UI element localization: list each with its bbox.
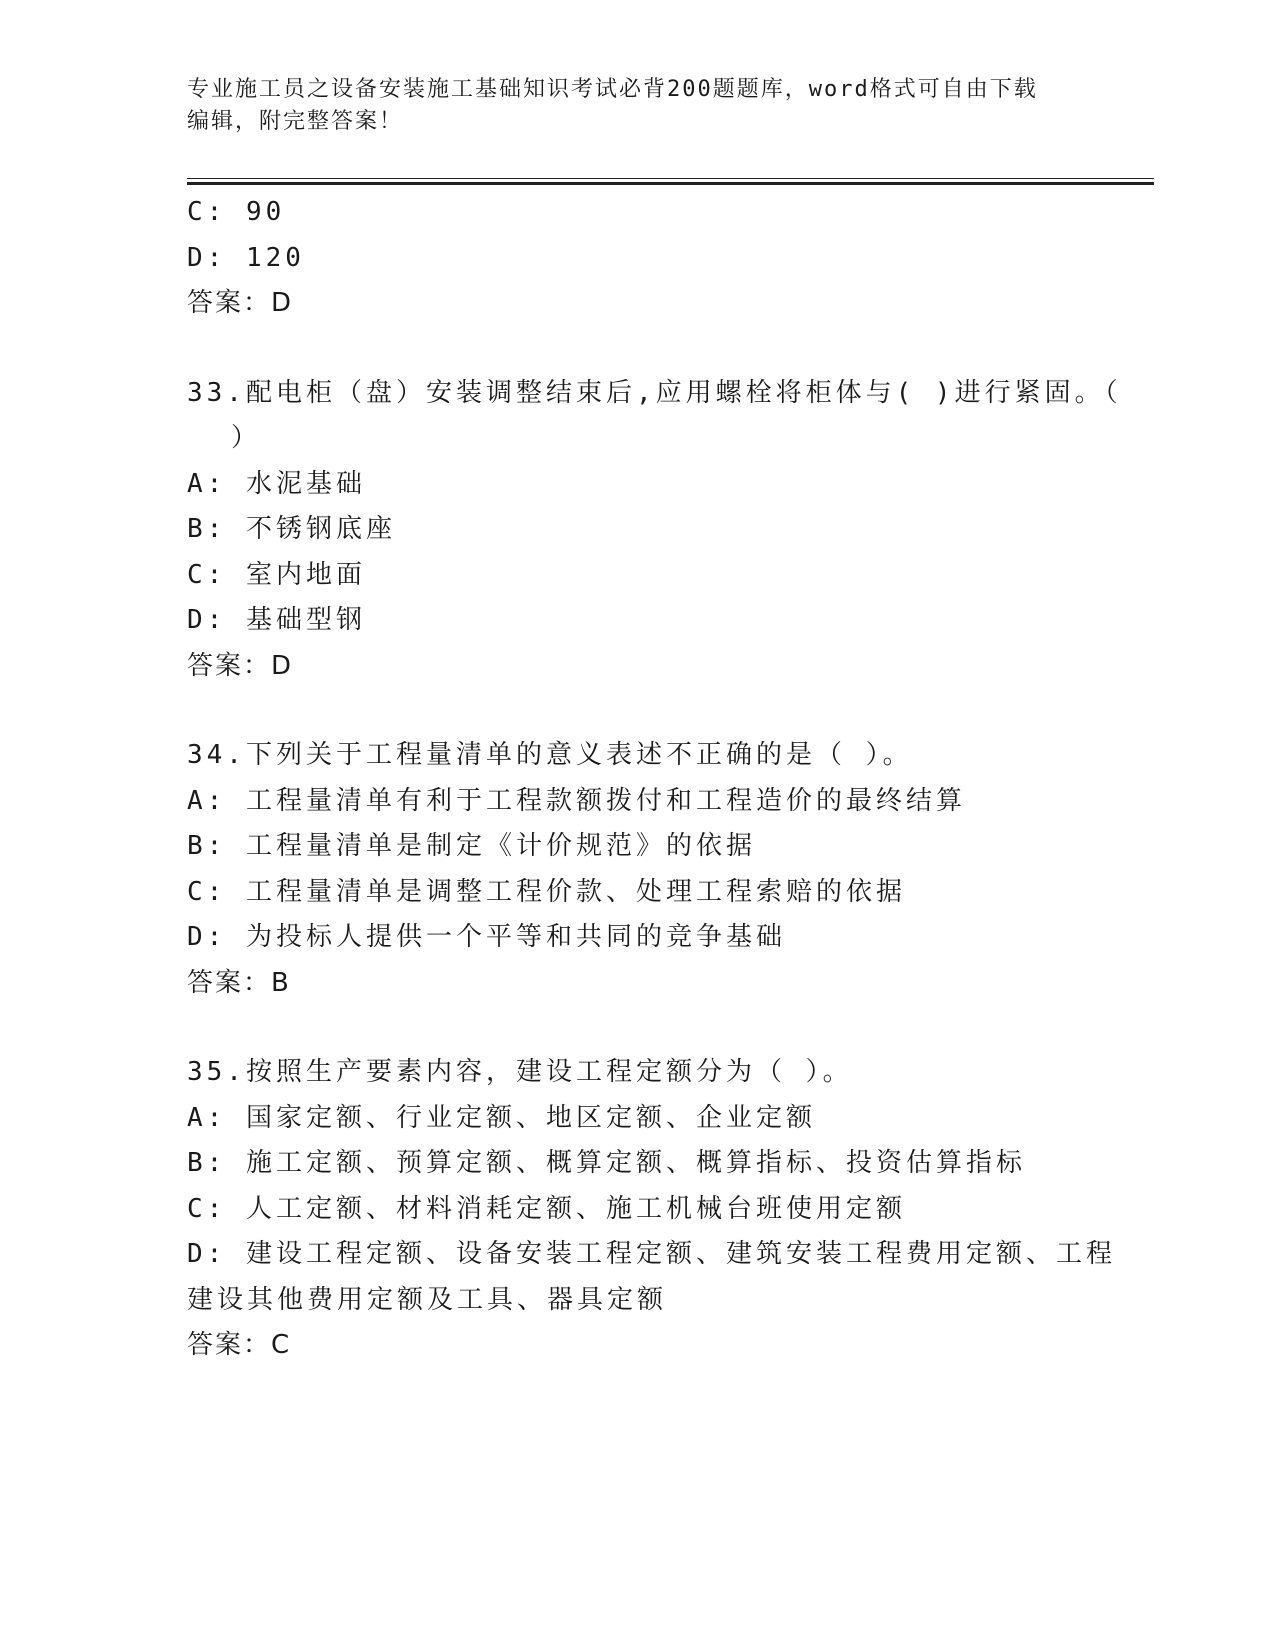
header-title-line1: 专业施工员之设备安装施工基础知识考试必背200题题库，word格式可自由下载 [187,77,1038,102]
answer: 答案：B [187,967,291,998]
option-d: D: 120 [187,242,305,273]
option-a: A: 国家定额、行业定额、地区定额、企业定额 [187,1102,816,1133]
option-a: A: 水泥基础 [187,468,366,499]
question-content [187,190,1122,1369]
option-a: A: 工程量清单有利于工程款额拨付和工程造价的最终结算 [187,785,966,816]
answer: 答案：C [187,1330,292,1360]
option-b: B: 不锈钢底座 [187,514,396,544]
question-34 [187,733,1087,1006]
previous-question [187,190,1087,327]
option-d: D: 为投标人提供一个平等和共同的竞争基础 [187,922,786,952]
header-divider-thick [187,182,1154,185]
header-divider-thin [187,178,1154,179]
question-stem-continuation: ） [231,423,262,453]
option-b: B: 工程量清单是制定《计价规范》的依据 [187,831,756,861]
option-c: C: 工程量清单是调整工程价款、处理工程索赔的依据 [187,876,906,907]
question-stem: 35.按照生产要素内容，建设工程定额分为（ ）。 [187,1057,853,1087]
document-header [187,74,1087,138]
answer: 答案：D [187,650,294,681]
option-c: C: 人工定额、材料消耗定额、施工机械台班使用定额 [187,1193,906,1224]
question-33 [187,371,1122,690]
header-title-line2: 编辑，附完整答案！ [187,109,404,134]
option-d: D: 建设工程定额、设备安装工程定额、建筑安装工程费用定额、工程 [187,1239,1116,1269]
question-stem: 34.下列关于工程量清单的意义表述不正确的是（ ）。 [187,740,913,770]
option-d-continuation: 建设其他费用定额及工具、器具定额 [187,1284,668,1315]
option-b: B: 施工定额、预算定额、概算定额、概算指标、投资估算指标 [187,1148,1026,1178]
question-stem: 33.配电柜（盘）安装调整结束后,应用螺栓将柜体与( )进行紧固。（ [187,377,1122,408]
option-c: C: 室内地面 [187,559,366,590]
question-35 [187,1050,1116,1369]
option-c: C: 90 [187,197,286,227]
option-d: D: 基础型钢 [187,605,366,635]
answer: 答案：D [187,288,294,318]
